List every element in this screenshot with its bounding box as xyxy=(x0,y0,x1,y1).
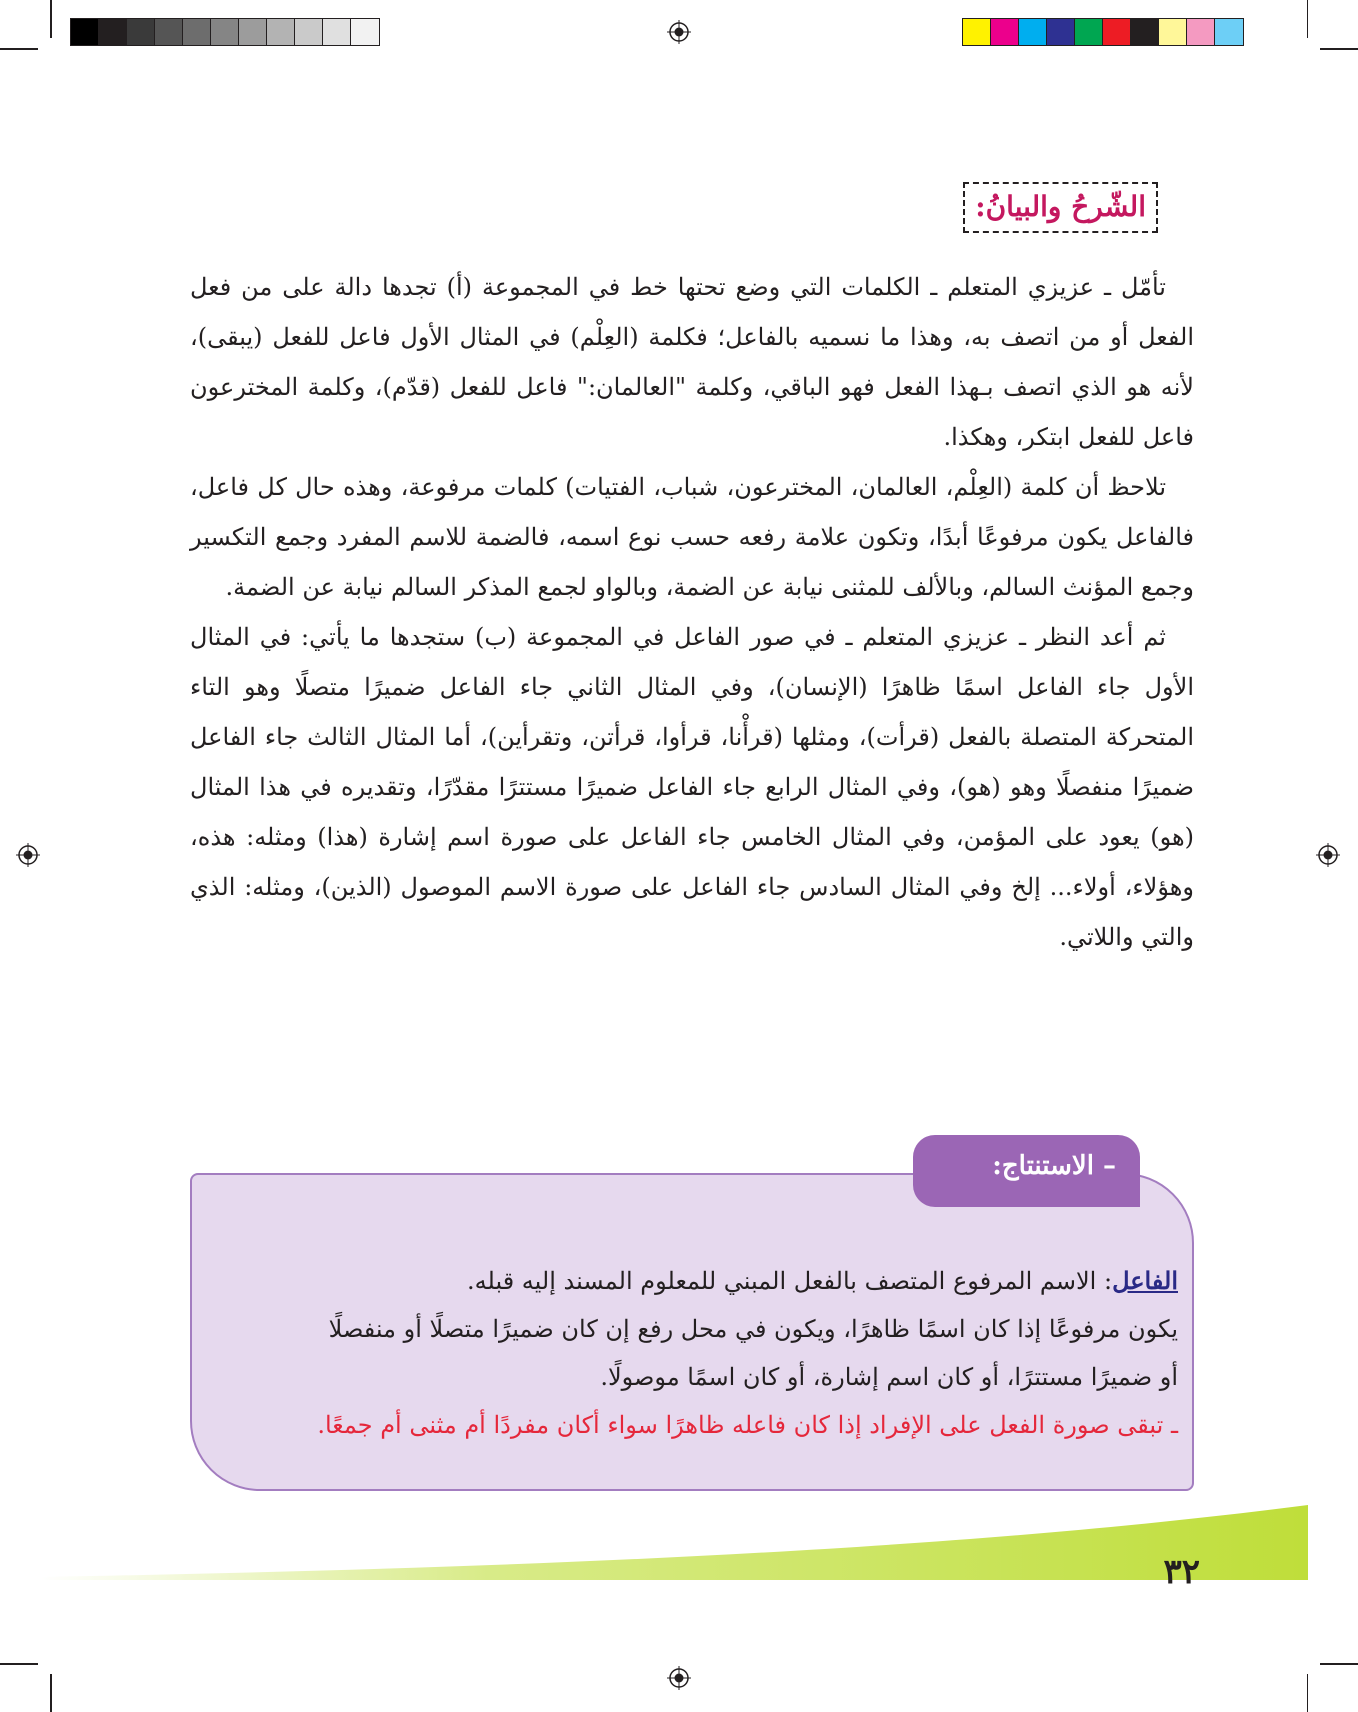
color-bar xyxy=(962,18,1244,46)
conclusion-note: ـ تبقى صورة الفعل على الإفراد إذا كان فاعله ظاهرًا سواء أكان مفردًا أم مثنى أم جمعًا. xyxy=(317,1411,1178,1439)
conclusion-text xyxy=(212,1257,1178,1449)
registration-mark-icon xyxy=(16,843,40,867)
conclusion-tab-label: – الاستنتاج: xyxy=(992,1151,1116,1181)
definition-line xyxy=(212,1257,1178,1305)
conclusion-tab xyxy=(913,1135,1140,1207)
definition-text: : الاسم المرفوع المتصف بالفعل المبني للمعلوم المسند إليه قبله. xyxy=(467,1267,1113,1295)
definition-term: الفاعل xyxy=(1112,1266,1178,1295)
paragraph: تلاحظ أن كلمة (العِلْم، العالمان، المخترعون، شباب، الفتيات) كلمات مرفوعة، وهذه حال كل فاعل، فالفاعل يكون مرفوعًا أبدًا، وتكون علامة رفعه حسب نوع اسمه، فالضمة للاسم المفرد وجمع التكسير وجمع المؤنث السالم، وبالألف للمثنى نيابة عن الضمة، وبالواو لجمع المذكر السالم نيابة عن الضمة. xyxy=(190,473,1194,601)
section-heading-text: الشّرحُ والبيانُ: xyxy=(975,190,1146,223)
footer-swoosh xyxy=(0,1505,1358,1580)
paragraph: تأمّل ـ عزيزي المتعلم ـ الكلمات التي وضع تحتها خط في المجموعة (أ) تجدها دالة على من فعل الفعل أو من اتصف به، وهذا ما نسميه بالفاعل؛ فكلمة (العِلْم) في المثال الأول فاعل للفعل (يبقى)، لأنه هو الذي اتصف بـهذا الفعل فهو الباقي، وكلمة "العالمان:" فاعل للفعل (قدّم)، وكلمة المخترعون فاعل للفعل ابتكر، وهكذا. xyxy=(190,273,1194,451)
conclusion-line: أو ضميرًا مستترًا، أو كان اسم إشارة، أو كان اسمًا موصولًا. xyxy=(600,1363,1178,1391)
registration-mark-icon xyxy=(1316,843,1340,867)
registration-mark-icon xyxy=(667,1666,691,1690)
page-number: ٣٢ xyxy=(1163,1552,1200,1592)
grayscale-bar xyxy=(70,18,380,46)
paragraph: ثم أعد النظر ـ عزيزي المتعلم ـ في صور الفاعل في المجموعة (ب) ستجدها ما يأتي: في المثال الأول جاء الفاعل اسمًا ظاهرًا (الإنسان)، وفي المثال الثاني جاء الفاعل ضميرًا متصلًا وهو التاء المتحركة المتصلة بالفعل (قرأت)، ومثلها (قرأْنا، قرأوا، قرأتن، وتقرأين)، أما المثال الثالث جاء الفاعل ضميرًا منفصلًا وهو (هو)، وفي المثال الرابع جاء الفاعل ضميرًا مستترًا مقدّرًا، وتقديره في هذا المثال (هو) يعود على المؤمن، وفي المثال الخامس جاء الفاعل على صورة اسم إشارة (هذا) ومثله: هذه، وهؤلاء، أولاء... إلخ وفي المثال السادس جاء الفاعل على صورة الاسم الموصول (الذين)، ومثله: الذي والتي واللاتي. xyxy=(190,623,1194,951)
section-heading xyxy=(963,182,1158,233)
conclusion-line: يكون مرفوعًا إذا كان اسمًا ظاهرًا، ويكون في محل رفع إن كان ضميرًا متصلًا أو منفصلًا xyxy=(328,1315,1178,1343)
explanation-text xyxy=(190,262,1194,962)
registration-mark-icon xyxy=(667,20,691,44)
